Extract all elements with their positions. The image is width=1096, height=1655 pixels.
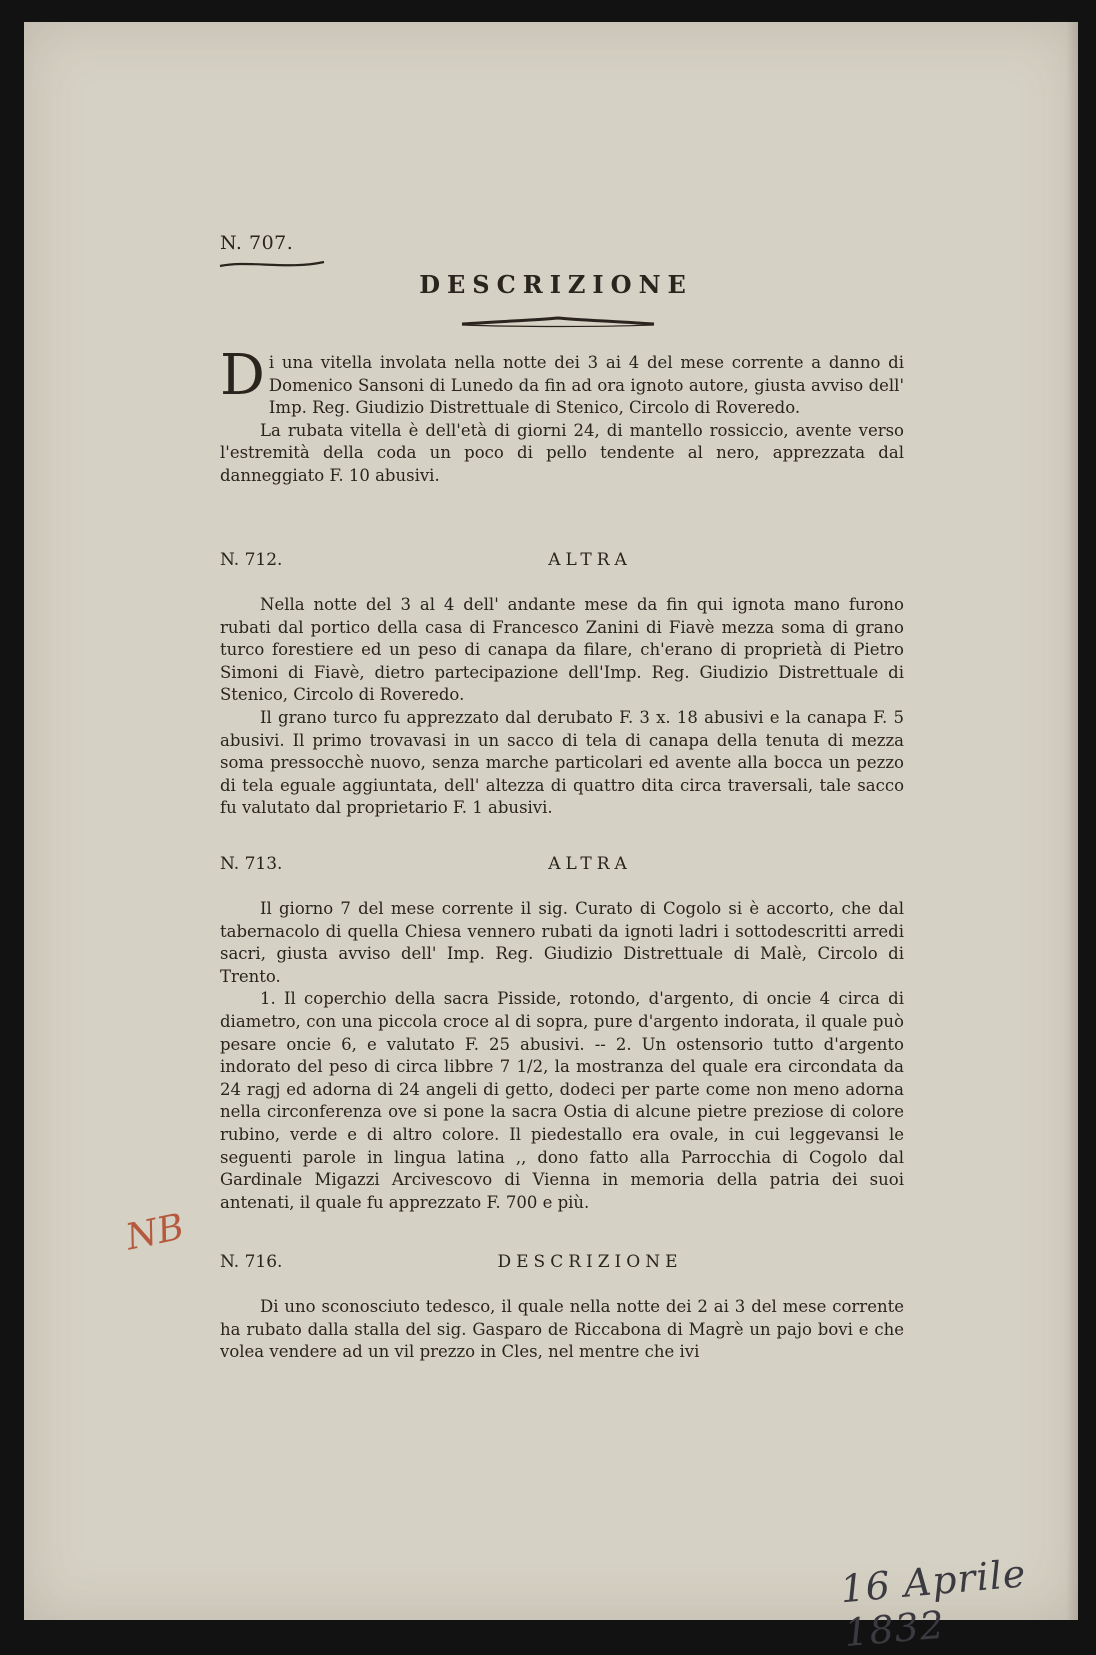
section-713-label: ALTRA	[548, 854, 632, 874]
drop-cap: D	[220, 343, 265, 408]
section-716-number: N. 716.	[220, 1252, 283, 1272]
section-707-paragraph-2: La rubata vitella è dell'età di giorni 24, di mantello rossiccio, avente verso l'estremità della coda un poco di pello tendente al nero, apprezzata dal danneggiato F. 10 abusivi.	[220, 420, 904, 485]
section-713-paragraph-1: Il giorno 7 del mese corrente il sig. Curato di Cogolo si è accorto, che dal tabernacolo di quella Chiesa vennero rubati da ignoti ladri i sottodescritti arredi sacri, giusta avviso dell' Imp. Reg. Giudizio Distrettuale di Malè, Circolo di Trento.	[220, 899, 904, 986]
section-712-paragraph-1: Nella notte del 3 al 4 dell' andante mese da fin qui ignota mano furono rubati dal portico della casa di Francesco Zanini di Fiavè mezza soma di grano turco forestiere ed un peso di canapa da filare, ch'erano di proprietà di Pietro Simoni di Fiavè, dietro partecipazione dell'Imp. Reg. Giudizio Distrettuale di Stenico, Circolo di Roveredo.	[220, 595, 904, 705]
section-707	[220, 343, 904, 488]
section-707-text-1: i una vitella involata nella notte dei 3 ai 4 del mese corrente a danno di Domenico Sansoni di Lunedo da fin ad ora ignoto autore, giusta avviso dell' Imp. Reg. Giudizio Distrettuale di Stenico, Circolo di Roveredo.	[268, 353, 904, 418]
document-page	[24, 22, 1078, 1655]
section-713	[220, 898, 904, 1214]
section-716	[220, 1296, 904, 1364]
page-title: DESCRIZIONE	[419, 270, 693, 299]
section-712-paragraph-2: Il grano turco fu apprezzato dal derubato F. 3 x. 18 abusivi e la canapa F. 5 abusivi. Il primo trovavasi in un sacco di tela di canapa della tenuta di mezza soma pressocchè nuovo, senza marche particolari ed avente alla bocca un pezzo di tela eguale aggiuntata, dell' altezza di quattro dita circa traversali, tale sacco fu valutato dal proprietario F. 1 abusivi.	[220, 707, 904, 818]
section-713-paragraph-2: 1. Il coperchio della sacra Pisside, rotondo, d'argento, di oncie 4 circa di diametro, con una piccola croce al di sopra, pure d'argento indorata, il quale può pesare oncie 6, e valutato F. 25 abusivi. -- 2. Un ostensorio tutto d'argento indorato del peso di circa libbre 7 1/2, la mostranza del quale era circondata da 24 ragj ed adorna di 24 angeli di getto, dodeci per parte come non meno adorna nella circonferenza ove si pone la sacra Ostia di alcune pietre preziose di colore rubino, verde e di altro colore. Il piedestallo era ovale, in cui leggevansi le seguenti parole in lingua latina ,, dono fatto alla Parrocchia di Cogolo dal Gardinale Migazzi Arcivescovo di Vienna in memoria della patria dei suoi antenati, il quale fu apprezzato F. 700 e più.	[220, 989, 904, 1212]
handwritten-date: 16 Aprile 1832	[838, 1551, 1028, 1655]
title-flourish	[458, 316, 658, 330]
section-712-number: N. 712.	[220, 550, 283, 570]
bleed-through-text	[844, 202, 848, 218]
section-707-paragraph-1	[220, 343, 904, 420]
section-713-number: N. 713.	[220, 854, 283, 874]
section-716-label: DESCRIZIONE	[497, 1252, 683, 1272]
section-716-paragraph-1: Di uno sconosciuto tedesco, il quale nella notte dei 2 ai 3 del mese corrente ha rubato dalla stalla del sig. Gasparo de Riccabona di Magrè un pajo bovi e che volea vendere ad un vil prezzo in Cles, nel mentre che ivi	[220, 1297, 904, 1362]
section-712-label: ALTRA	[548, 550, 632, 570]
underline-flourish	[218, 258, 328, 270]
notice-number-707: N. 707.	[220, 232, 294, 254]
section-712	[220, 594, 904, 820]
red-nb-mark: NB	[122, 1206, 188, 1259]
